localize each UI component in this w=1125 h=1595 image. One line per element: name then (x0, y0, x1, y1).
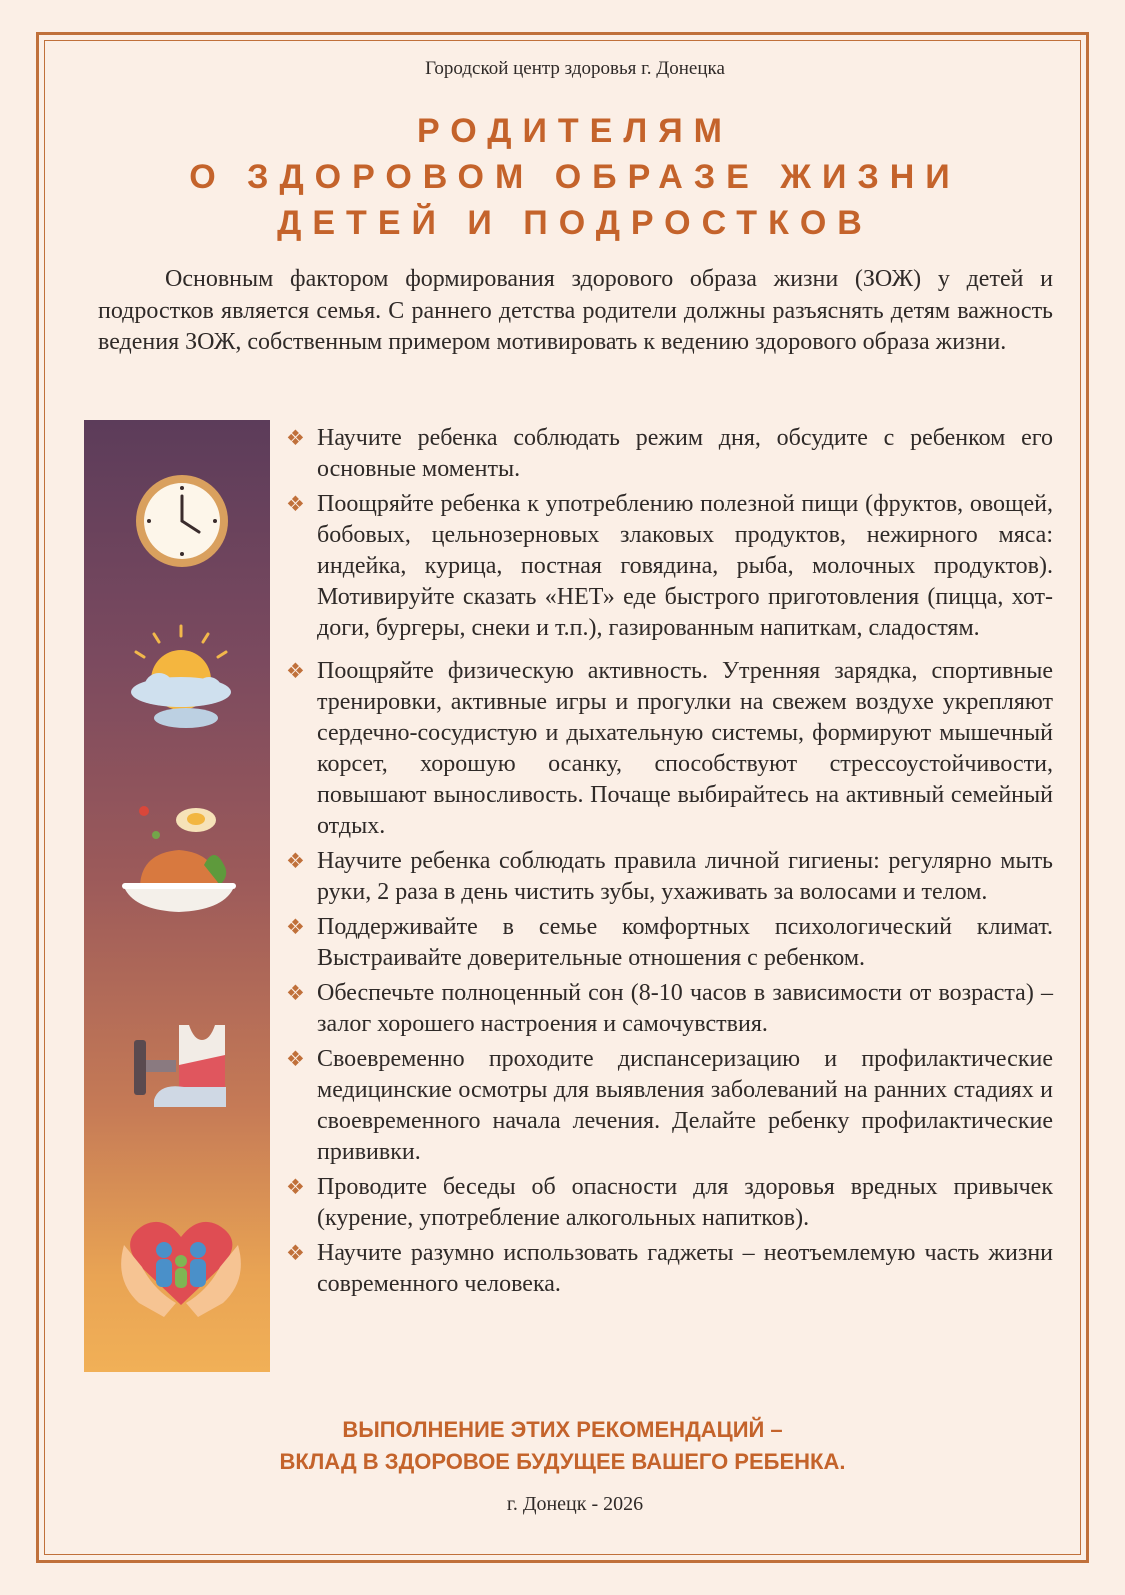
list-item-text: Обеспечьте полноценный сон (8-10 часов в зависимости от возраста) – залог хорошего настроения и самочувствия. (317, 980, 1053, 1037)
diamond-bullet-icon: ❖ (286, 659, 305, 683)
list-item (286, 656, 1053, 842)
diamond-bullet-icon: ❖ (286, 1047, 305, 1071)
family-hands-icon (84, 1195, 270, 1325)
list-item (286, 912, 1053, 974)
list-item-text: Научите ребенка соблюдать правила личной гигиены: регулярно мыть руки, 2 раза в день чистить зубы, ухаживать за волосами и телом. (317, 848, 1053, 905)
list-item-text: Поддерживайте в семье комфортных психологический климат. Выстраивайте доверительные отношения с ребенком. (317, 914, 1053, 971)
list-item-text: Поощряйте ребенка к употреблению полезной пищи (фруктов, овощей, бобовых, цельнозерновых злаковых продуктов, нежирного мяса: индейка, курица, постная говядина, рыба, молочных продуктов). Мотивируйте сказать «НЕТ» еде быстрого приготовления (пицца, хот-доги, бургеры, снеки и т.п.), газированным напиткам, сладостям. (317, 491, 1053, 641)
clock-icon (84, 466, 270, 576)
list-item (286, 846, 1053, 908)
list-item-text: Своевременно проходите диспансеризацию и профилактические медицинские осмотры для выявления заболеваний на ранних стадиях и своевременного начала лечения. Делайте ребенку профилактические прививки. (317, 1046, 1053, 1165)
list-item (286, 423, 1053, 485)
footer-place-year: г. Донецк - 2026 (506, 1493, 644, 1515)
list-item (286, 1044, 1053, 1168)
organization-name: Городской центр здоровья г. Донецка (425, 58, 725, 79)
list-item (286, 1238, 1053, 1300)
closing-line: ВКЛАД В ЗДОРОВОЕ БУДУЩЕЕ ВАШЕГО РЕБЕНКА. (279, 1449, 846, 1474)
title-line: ДЕТЕЙ И ПОДРОСТКОВ (277, 204, 873, 242)
intro-paragraph: Основным фактором формирования здорового образа жизни (ЗОЖ) у детей и подростков является семья. С раннего детства родители должны разъяснять детям важность ведения ЗОЖ, собственным примером мотивировать к ведению здорового образа жизни. (98, 266, 1053, 355)
diamond-bullet-icon: ❖ (286, 1175, 305, 1199)
list-item (286, 1172, 1053, 1234)
sun-cloud-icon (84, 620, 270, 740)
closing-line: ВЫПОЛНЕНИЕ ЭТИХ РЕКОМЕНДАЦИЙ – (342, 1417, 783, 1442)
diamond-bullet-icon: ❖ (286, 1241, 305, 1265)
diamond-bullet-icon: ❖ (286, 426, 305, 450)
list-item-text: Проводите беседы об опасности для здоровья вредных привычек (курение, употребление алкогольных напитков). (317, 1174, 1053, 1231)
recommendations-list (286, 423, 1053, 1300)
list-item (286, 978, 1053, 1040)
list-item-text: Научите ребенка соблюдать режим дня, обсудите с ребенком его основные моменты. (317, 425, 1053, 482)
diamond-bullet-icon: ❖ (286, 915, 305, 939)
food-plate-icon (84, 795, 270, 925)
diamond-bullet-icon: ❖ (286, 492, 305, 516)
title-line: О ЗДОРОВОМ ОБРАЗЕ ЖИЗНИ (189, 158, 961, 196)
diamond-bullet-icon: ❖ (286, 849, 305, 873)
fitness-icon (84, 1005, 270, 1125)
page-title (0, 108, 1125, 246)
list-item-text: Научите разумно использовать гаджеты – неотъемлемую часть жизни современного человека. (317, 1240, 1053, 1297)
diamond-bullet-icon: ❖ (286, 981, 305, 1005)
closing-message (0, 1414, 1125, 1478)
list-item (286, 489, 1053, 644)
illustration-sidebar (84, 420, 270, 1372)
list-item-text: Поощряйте физическую активность. Утренняя зарядка, спортивные тренировки, активные игры и прогулки на свежем воздухе укрепляют сердечно-сосудистую и дыхательную системы, формируют мышечный корсет, хорошую осанку, способствуют стрессоустойчивости, повышают выносливость. Почаще выбирайтесь на активный семейный отдых. (317, 658, 1053, 839)
title-line: РОДИТЕЛЯМ (417, 112, 733, 150)
